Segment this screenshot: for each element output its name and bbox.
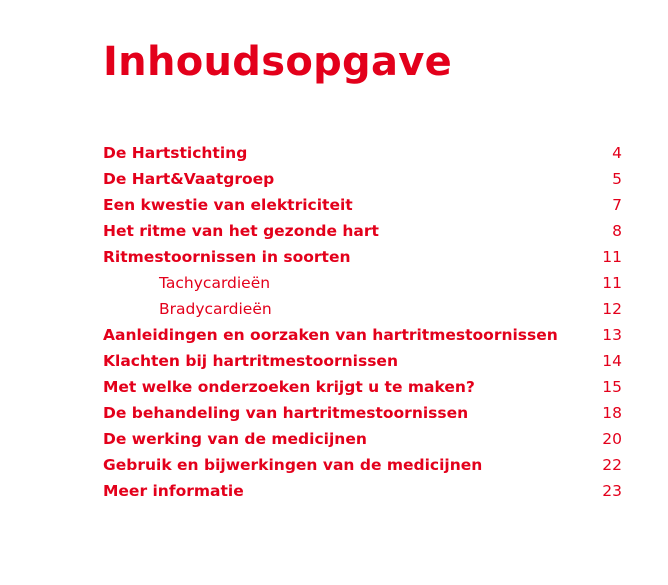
- toc-entry-page: 13: [602, 326, 622, 344]
- toc-entry-label: Een kwestie van elektriciteit: [103, 196, 353, 214]
- toc-entry-page: 4: [612, 144, 622, 162]
- toc-entry-page: 22: [602, 456, 622, 474]
- toc-entry-label: Met welke onderzoeken krijgt u te maken?: [103, 378, 475, 396]
- toc-subentry-label: Bradycardieën: [159, 300, 272, 318]
- toc-entry: [103, 244, 622, 270]
- toc-entry-label: De Hartstichting: [103, 144, 248, 162]
- toc-entry: [103, 400, 622, 426]
- toc-entry-page: 15: [602, 378, 622, 396]
- toc-entry: [103, 166, 622, 192]
- toc-entry-label: Aanleidingen en oorzaken van hartritmestoornissen: [103, 326, 558, 344]
- document-page: [103, 0, 622, 585]
- toc-subentry: [103, 270, 622, 296]
- toc-entry: [103, 218, 622, 244]
- toc-entry: [103, 426, 622, 452]
- toc-entry-page: 7: [612, 196, 622, 214]
- toc-entry: [103, 140, 622, 166]
- toc-entry-page: 14: [602, 352, 622, 370]
- toc-entry: [103, 348, 622, 374]
- toc-entry-page: 8: [612, 222, 622, 240]
- toc-entry-label: Klachten bij hartritmestoornissen: [103, 352, 398, 370]
- toc-entry-page: 5: [612, 170, 622, 188]
- toc-entry-page: 18: [602, 404, 622, 422]
- toc-entry-label: De werking van de medicijnen: [103, 430, 367, 448]
- toc-entry-label: De Hart&Vaatgroep: [103, 170, 275, 188]
- toc-entry-label: Ritmestoornissen in soorten: [103, 248, 351, 266]
- toc-entry: [103, 452, 622, 478]
- toc-subentry-page: 11: [602, 274, 622, 292]
- toc-entry-label: De behandeling van hartritmestoornissen: [103, 404, 469, 422]
- table-of-contents: [103, 140, 622, 504]
- toc-entry-label: Het ritme van het gezonde hart: [103, 222, 379, 240]
- toc-subentry-page: 12: [602, 300, 622, 318]
- page-title: Inhoudsopgave: [103, 39, 453, 85]
- toc-entry-page: 20: [602, 430, 622, 448]
- toc-subentry-label: Tachycardieën: [159, 274, 271, 292]
- toc-entry-label: Meer informatie: [103, 482, 244, 500]
- toc-entry: [103, 322, 622, 348]
- toc-entry-page: 23: [602, 482, 622, 500]
- toc-entry-label: Gebruik en bijwerkingen van de medicijnen: [103, 456, 483, 474]
- toc-entry: [103, 374, 622, 400]
- toc-entry-page: 11: [602, 248, 622, 266]
- toc-entry: [103, 478, 622, 504]
- toc-entry: [103, 192, 622, 218]
- toc-subentry: [103, 296, 622, 322]
